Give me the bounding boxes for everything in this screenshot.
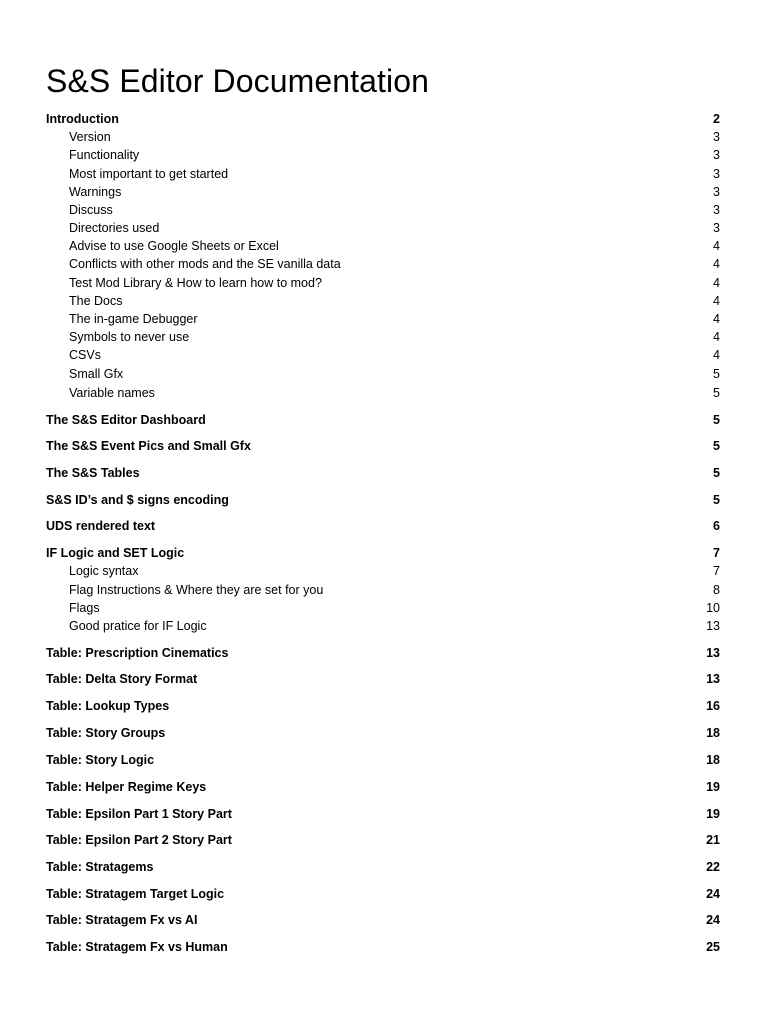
toc-entry-label: Variable names	[69, 386, 155, 400]
toc-page-number: 3	[713, 203, 720, 217]
toc-section-entry[interactable]	[46, 411, 720, 429]
toc-entry-label: Small Gfx	[69, 367, 124, 381]
toc-subsection-entry[interactable]	[69, 599, 720, 617]
toc-page-number: 3	[713, 221, 720, 235]
toc-section-entry[interactable]	[46, 885, 720, 903]
toc-entry-label: S&S ID’s and $ signs encoding	[46, 493, 229, 507]
toc-subsection-entry[interactable]	[69, 346, 720, 364]
toc-entry-label: Introduction	[46, 112, 119, 126]
toc-entry-label: Table: Delta Story Format	[46, 672, 198, 686]
toc-page-number: 5	[713, 386, 720, 400]
toc-subsection-entry[interactable]	[69, 255, 720, 273]
toc-subsection-entry[interactable]	[69, 146, 720, 164]
toc-subsection-entry[interactable]	[69, 165, 720, 183]
toc-page-number: 4	[713, 348, 720, 362]
toc-subsection-entry[interactable]	[69, 183, 720, 201]
toc-page-number: 18	[706, 753, 720, 767]
page-title: S&S Editor Documentation	[46, 63, 430, 100]
toc-entry-label: Table: Prescription Cinematics	[46, 646, 229, 660]
toc-entry-label: Directories used	[69, 221, 160, 235]
toc-page-number: 3	[713, 148, 720, 162]
toc-section-entry[interactable]	[46, 491, 720, 509]
toc-page-number: 3	[713, 167, 720, 181]
toc-entry-label: Symbols to never use	[69, 330, 190, 344]
toc-page-number: 13	[706, 672, 720, 686]
toc-section-entry[interactable]	[46, 670, 720, 688]
toc-page-number: 4	[713, 239, 720, 253]
toc-entry-label: Flags	[69, 601, 100, 615]
toc-entry-label: Table: Stratagem Target Logic	[46, 887, 225, 901]
toc-entry-label: CSVs	[69, 348, 101, 362]
toc-subsection-entry[interactable]	[69, 562, 720, 580]
toc-entry-label: Table: Lookup Types	[46, 699, 170, 713]
toc-entry-label: Table: Stratagem Fx vs AI	[46, 913, 198, 927]
toc-entry-label: Most important to get started	[69, 167, 229, 181]
toc-section-entry[interactable]	[46, 697, 720, 715]
toc-subsection-entry[interactable]	[69, 617, 720, 635]
toc-subsection-entry[interactable]	[69, 274, 720, 292]
toc-subsection-entry[interactable]	[69, 201, 720, 219]
toc-entry-label: Table: Epsilon Part 1 Story Part	[46, 807, 232, 821]
toc-section-entry[interactable]	[46, 644, 720, 662]
toc-entry-label: Table: Story Groups	[46, 726, 166, 740]
toc-page-number: 19	[706, 780, 720, 794]
toc-section-entry[interactable]	[46, 517, 720, 535]
toc-page-number: 24	[706, 913, 720, 927]
toc-page-number: 4	[713, 330, 720, 344]
toc-page-number: 4	[713, 312, 720, 326]
toc-page-number: 5	[713, 413, 720, 427]
toc-section-entry[interactable]	[46, 110, 720, 128]
toc-page-number: 7	[713, 546, 720, 560]
toc-page-number: 2	[713, 112, 720, 126]
toc-page-number: 13	[706, 646, 720, 660]
toc-page-number: 4	[713, 294, 720, 308]
toc-page-number: 5	[713, 466, 720, 480]
toc-entry-label: The in-game Debugger	[69, 312, 198, 326]
toc-page-number: 13	[706, 619, 720, 633]
toc-entry-label: Test Mod Library & How to learn how to mod?	[69, 276, 322, 290]
toc-entry-label: Table: Stratagems	[46, 860, 154, 874]
toc-section-entry[interactable]	[46, 724, 720, 742]
toc-page-number: 18	[706, 726, 720, 740]
toc-page-number: 22	[706, 860, 720, 874]
toc-subsection-entry[interactable]	[69, 328, 720, 346]
toc-subsection-entry[interactable]	[69, 310, 720, 328]
toc-page-number: 24	[706, 887, 720, 901]
toc-page-number: 3	[713, 130, 720, 144]
toc-subsection-entry[interactable]	[69, 237, 720, 255]
toc-page-number: 10	[706, 601, 720, 615]
toc-section-entry[interactable]	[46, 858, 720, 876]
toc-entry-label: Flag Instructions & Where they are set for you	[69, 583, 324, 597]
toc-page-number: 3	[713, 185, 720, 199]
toc-section-entry[interactable]	[46, 831, 720, 849]
toc-subsection-entry[interactable]	[69, 292, 720, 310]
toc-entry-label: IF Logic and SET Logic	[46, 546, 185, 560]
toc-page-number: 8	[713, 583, 720, 597]
toc-subsection-entry[interactable]	[69, 581, 720, 599]
toc-subsection-entry[interactable]	[69, 384, 720, 402]
toc-entry-label: The S&S Event Pics and Small Gfx	[46, 439, 251, 453]
toc-page-number: 5	[713, 367, 720, 381]
toc-entry-label: Version	[69, 130, 111, 144]
toc-section-entry[interactable]	[46, 911, 720, 929]
toc-entry-label: UDS rendered text	[46, 519, 156, 533]
toc-section-entry[interactable]	[46, 437, 720, 455]
toc-page-number: 6	[713, 519, 720, 533]
toc-entry-label: Table: Helper Regime Keys	[46, 780, 207, 794]
toc-entry-label: Table: Stratagem Fx vs Human	[46, 940, 228, 954]
toc-entry-label: Table: Story Logic	[46, 753, 155, 767]
toc-entry-label: The S&S Editor Dashboard	[46, 413, 206, 427]
toc-entry-label: The S&S Tables	[46, 466, 140, 480]
toc-page-number: 19	[706, 807, 720, 821]
toc-section-entry[interactable]	[46, 938, 720, 956]
toc-entry-label: Functionality	[69, 148, 140, 162]
toc-section-entry[interactable]	[46, 778, 720, 796]
toc-page-number: 7	[713, 564, 720, 578]
toc-entry-label: Warnings	[69, 185, 122, 199]
toc-page-number: 4	[713, 276, 720, 290]
toc-page-number: 16	[706, 699, 720, 713]
toc-entry-label: The Docs	[69, 294, 123, 308]
toc-entry-label: Discuss	[69, 203, 113, 217]
toc-page-number: 21	[706, 833, 720, 847]
toc-page-number: 5	[713, 439, 720, 453]
toc-section-entry[interactable]	[46, 544, 720, 562]
toc-section-entry[interactable]	[46, 751, 720, 769]
toc-subsection-entry[interactable]	[69, 365, 720, 383]
toc-entry-label: Good pratice for IF Logic	[69, 619, 207, 633]
toc-page-number: 4	[713, 257, 720, 271]
toc-entry-label: Conflicts with other mods and the SE vanilla data	[69, 257, 341, 271]
toc-entry-label: Table: Epsilon Part 2 Story Part	[46, 833, 232, 847]
toc-entry-label: Advise to use Google Sheets or Excel	[69, 239, 279, 253]
toc-entry-label: Logic syntax	[69, 564, 139, 578]
toc-page-number: 5	[713, 493, 720, 507]
toc-page-number: 25	[706, 940, 720, 954]
toc-subsection-entry[interactable]	[69, 219, 720, 237]
toc-section-entry[interactable]	[46, 464, 720, 482]
toc-subsection-entry[interactable]	[69, 128, 720, 146]
toc-section-entry[interactable]	[46, 805, 720, 823]
